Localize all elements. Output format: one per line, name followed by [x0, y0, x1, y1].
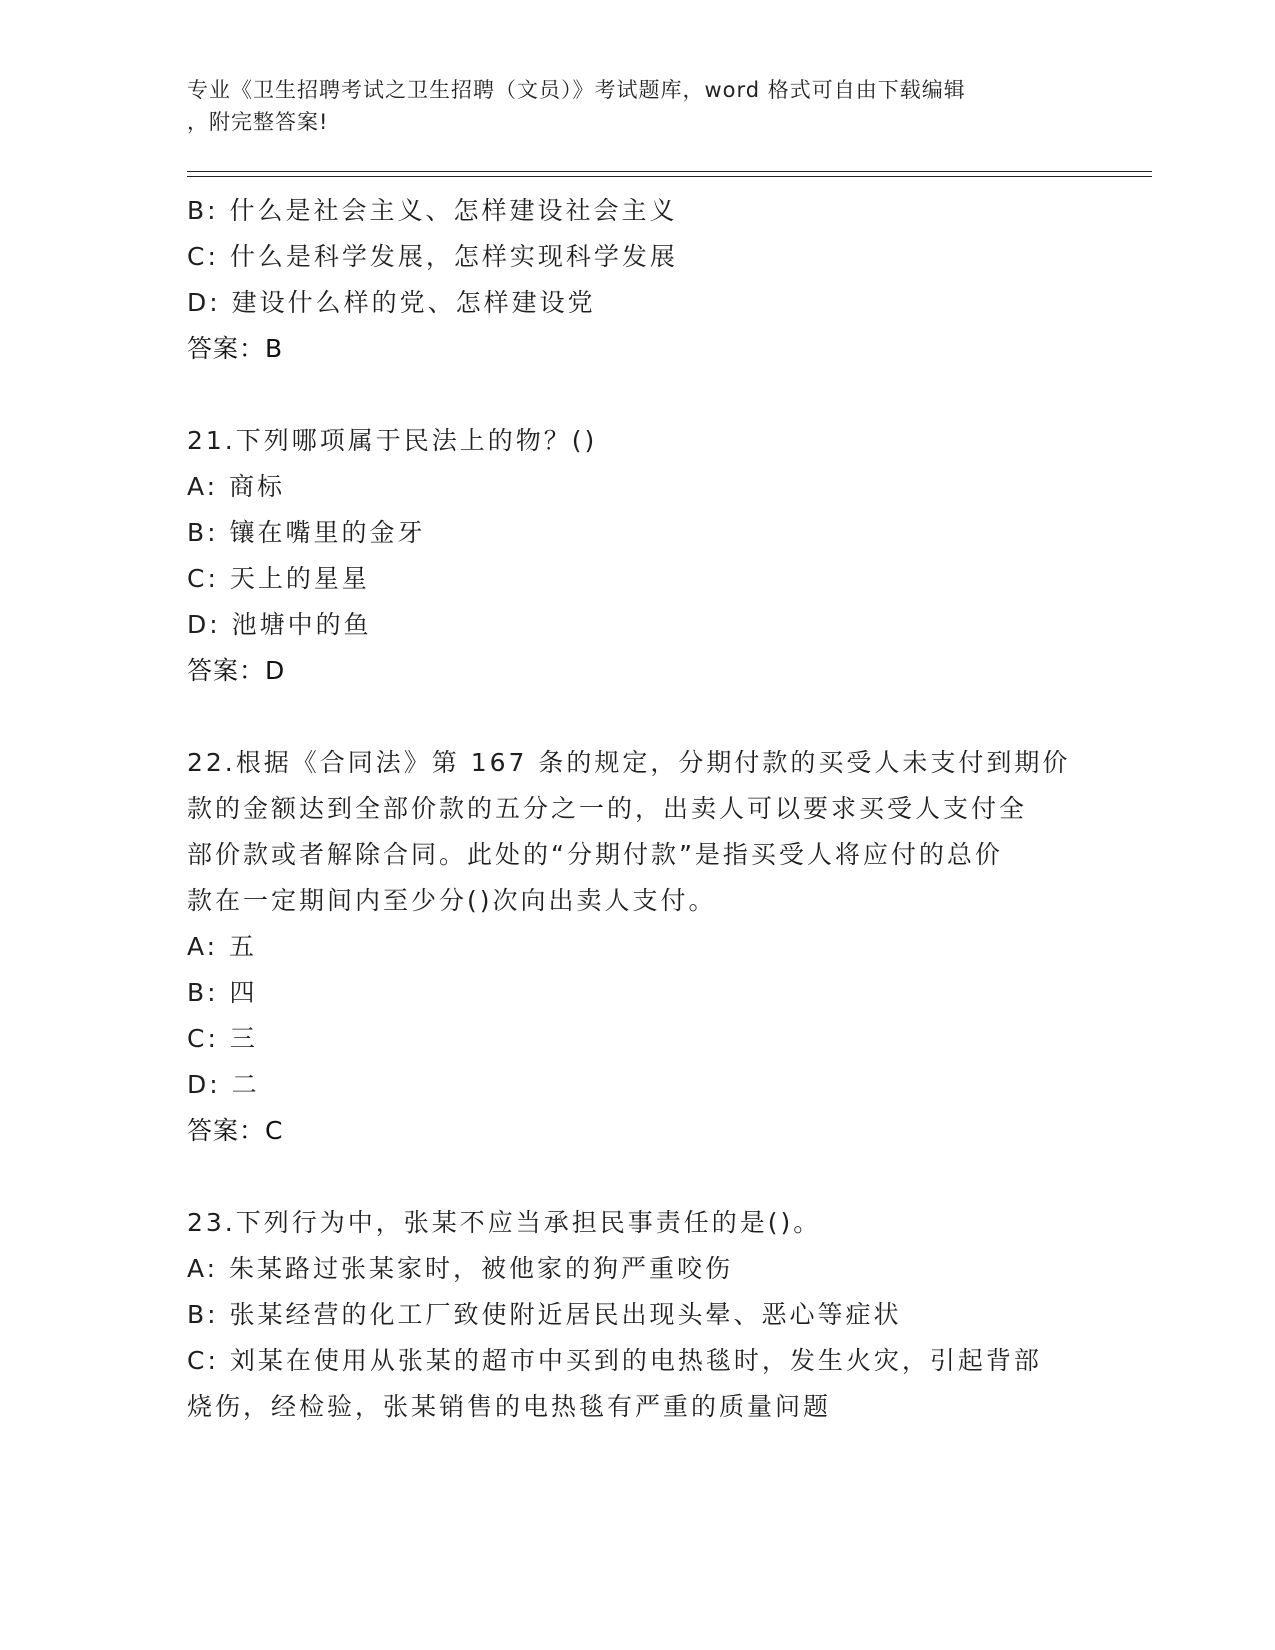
header-title-line-1: 专业《卫生招聘考试之卫生招聘（文员）》考试题库，word 格式可自由下载编辑 [187, 78, 966, 102]
answer-line: 答案：C [187, 1116, 284, 1145]
option-d: D: 二 [187, 1070, 260, 1099]
option-d: D: 建设什么样的党、怎样建设党 [187, 288, 596, 317]
option-a: A: 商标 [187, 472, 286, 501]
header-divider-bottom [187, 176, 1152, 177]
spacer [187, 372, 1087, 418]
option-c: C: 刘某在使用从张某的超市中买到的电热毯时，发生火灾，引起背部 [187, 1346, 1042, 1375]
question-21 [187, 418, 1087, 694]
question-stem: 23.下列行为中，张某不应当承担民事责任的是()。 [187, 1208, 822, 1237]
option-b: B: 什么是社会主义、怎样建设社会主义 [187, 196, 678, 225]
answer-line: 答案：B [187, 334, 284, 363]
option-b: B: 镶在嘴里的金牙 [187, 518, 426, 547]
question-stem: 21.下列哪项属于民法上的物？() [187, 426, 598, 455]
spacer [187, 694, 1087, 740]
option-b: B: 四 [187, 978, 258, 1007]
question-stem-line-1: 22.根据《合同法》第 167 条的规定，分期付款的买受人未支付到期价 [187, 748, 1071, 777]
option-c: C: 三 [187, 1024, 258, 1053]
previous-question [187, 188, 1087, 372]
option-c: C: 天上的星星 [187, 564, 370, 593]
question-stem-line-4: 款在一定期间内至少分()次向出卖人支付。 [187, 886, 717, 915]
header-divider-top [187, 171, 1152, 172]
option-a: A: 朱某路过张某家时，被他家的狗严重咬伤 [187, 1254, 734, 1283]
answer-line: 答案：D [187, 656, 286, 685]
question-stem-line-2: 款的金额达到全部价款的五分之一的，出卖人可以要求买受人支付全 [187, 794, 1028, 823]
header-title-line-2: ，附完整答案! [187, 110, 329, 134]
question-23 [187, 1200, 1087, 1430]
option-b: B: 张某经营的化工厂致使附近居民出现头晕、恶心等症状 [187, 1300, 902, 1329]
option-c: C: 什么是科学发展，怎样实现科学发展 [187, 242, 678, 271]
question-22 [187, 740, 1087, 1154]
question-list [187, 188, 1087, 1430]
option-c-continued: 烧伤，经检验，张某销售的电热毯有严重的质量问题 [187, 1392, 832, 1421]
spacer [187, 1154, 1087, 1200]
question-stem-line-3: 部价款或者解除合同。此处的“分期付款”是指买受人将应付的总价 [187, 840, 1003, 869]
document-header [187, 74, 1087, 138]
option-a: A: 五 [187, 932, 258, 961]
option-d: D: 池塘中的鱼 [187, 610, 372, 639]
